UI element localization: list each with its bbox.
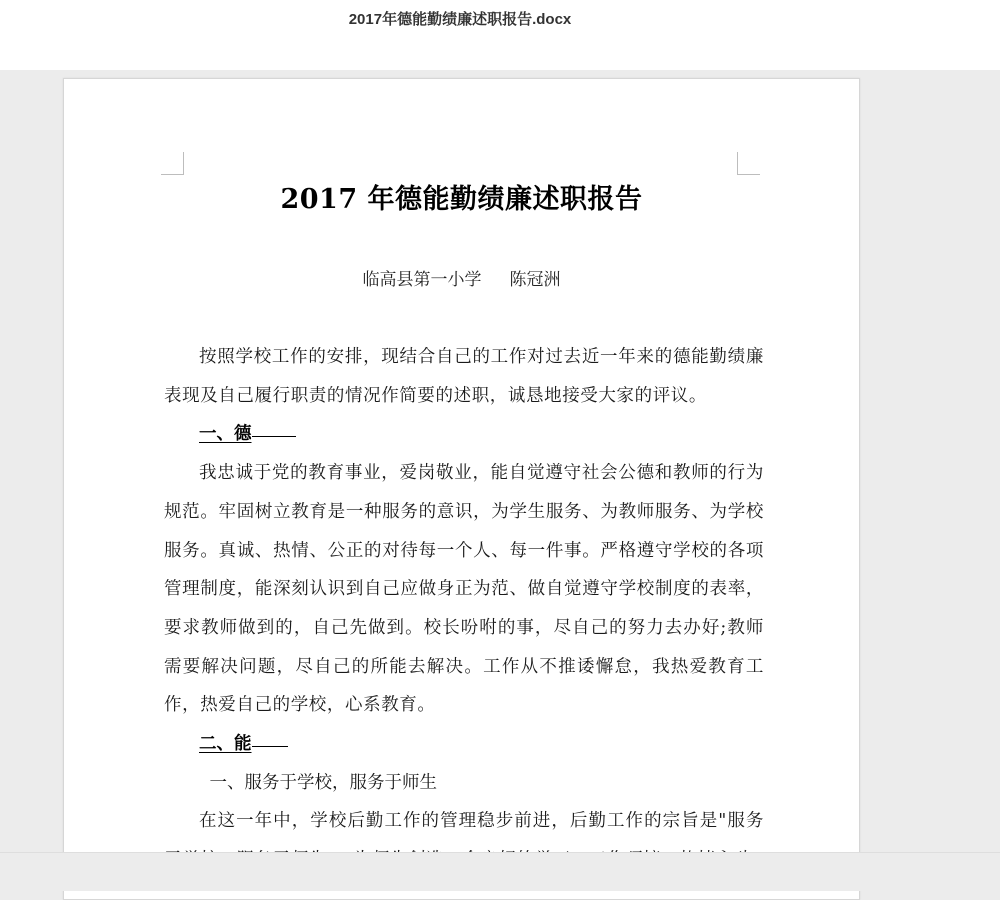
- section-heading-neng: 二、能: [164, 725, 764, 764]
- document-body: [164, 338, 764, 880]
- title-bar: [0, 0, 1000, 70]
- subsection-heading: 一、服务于学校，服务于师生: [209, 772, 437, 793]
- heading-blank-line: [252, 732, 288, 747]
- document-page: [63, 78, 860, 900]
- viewer-bottom-bar: [0, 852, 1000, 891]
- author-line: [64, 265, 859, 290]
- section-de-paragraph: 我忠诚于党的教育事业，爱岗敬业，能自觉遵守社会公德和教师的行为规范。牢固树立教育是一种服务的意识，为学生服务、为教师服务、为学校服务。真诚、热情、公正的对待每一个人、每一件事。严格遵守学校的各项管理制度，能深刻认识到自己应做身正为范、做自觉遵守学校制度的表率，要求教师做到的，自己先做到。校长吩咐的事，尽自己的努力去办好;教师需要解决问题，尽自己的所能去解决。工作从不推诿懈怠，我热爱教育工作，热爱自己的学校，心系教育。: [164, 463, 764, 716]
- section-heading-de: 一、德: [164, 415, 764, 454]
- margin-marker-top-right: [737, 152, 760, 175]
- author-name: 陈冠洲: [509, 270, 561, 290]
- intro-paragraph: 按照学校工作的安排，现结合自己的工作对过去近一年来的德能勤绩廉表现及自己履行职责的情况作简要的述职，诚恳地接受大家的评议。: [164, 347, 764, 406]
- margin-marker-top-left: [161, 152, 184, 175]
- author-school: 临高县第一小学: [362, 270, 482, 290]
- heading-blank-line: [252, 422, 296, 437]
- document-title: 2017 年德能勤绩廉述职报告: [280, 184, 643, 215]
- document-filename: 2017年德能勤绩廉述职报告.docx: [348, 11, 572, 28]
- document-viewer[interactable]: [0, 70, 1000, 852]
- section-neng-paragraph: 在这一年中，学校后勤工作的管理稳步前进，后勤工作的宗旨是"服务: [199, 811, 764, 832]
